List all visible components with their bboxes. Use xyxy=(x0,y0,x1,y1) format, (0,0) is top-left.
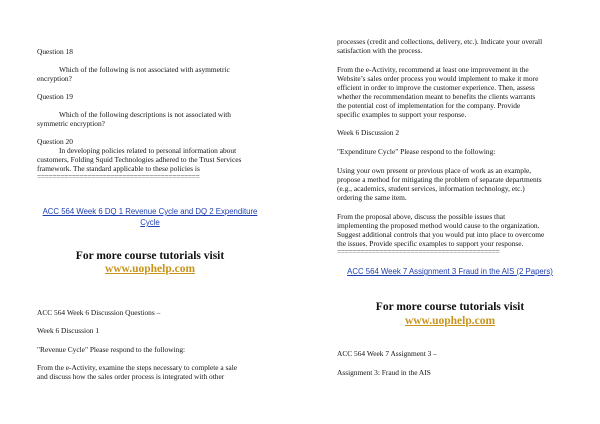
improvement-text-line-2: Website’s sales order process you would implement to make it more xyxy=(337,74,539,83)
question-18-text-line-2: encryption? xyxy=(37,74,72,83)
week6-dq-link-line-1[interactable]: ACC 564 Week 6 DQ 1 Revenue Cycle and DQ 2 Expenditure xyxy=(42,207,258,216)
improvement-text-line-4: whether the recommendation meant to benefits the clients warrants xyxy=(337,92,536,101)
separator-line: ========================================== xyxy=(337,247,500,256)
question-19-label: Question 19 xyxy=(37,92,73,101)
assignment-subtitle: Assignment 3: Fraud in the AIS xyxy=(337,368,431,377)
continued-text-line-1: processes (credit and collections, delivery, etc.). Indicate your overall xyxy=(337,37,543,46)
proposal-text-line-1: From the proposal above, discuss the possible issues that xyxy=(337,212,506,221)
right-page xyxy=(300,0,600,424)
improvement-text-line-5: the potential cost of implementation for the company. Provide xyxy=(337,101,521,110)
discussion-1-heading: Week 6 Discussion 1 xyxy=(37,326,100,335)
proposal-text-line-3: Suggest additional controls that you would put into place to overcome xyxy=(337,230,545,239)
expenditure-text-line-4: ordering the same item. xyxy=(337,193,407,202)
discussion-2-heading: Week 6 Discussion 2 xyxy=(337,128,400,137)
question-19-text-line-2: symmetric encryption? xyxy=(37,119,105,128)
discussion-questions-title: ACC 564 Week 6 Discussion Questions – xyxy=(37,308,161,317)
improvement-text-line-6: specific examples to support your response. xyxy=(337,110,467,119)
week6-dq-link-line-2[interactable]: Cycle xyxy=(140,218,160,227)
proposal-text-line-4: the issues. Provide specific examples to support your response. xyxy=(337,239,524,248)
expenditure-text-line-2: propose a method for mitigating the problem of separate departments xyxy=(337,175,542,184)
promo-url-link[interactable]: www.uophelp.com xyxy=(404,315,496,327)
separator-line: ========================================== xyxy=(37,172,200,181)
question-18-label: Question 18 xyxy=(37,47,73,56)
expenditure-text-line-3: (e.g., academics, student services, information technology, etc.) xyxy=(337,184,525,193)
revenue-cycle-prompt: "Revenue Cycle" Please respond to the following: xyxy=(37,345,186,354)
question-20-label: Question 20 xyxy=(37,137,73,146)
revenue-cycle-text-line-2: and discuss how the sales order process is integrated with other xyxy=(37,372,225,381)
expenditure-cycle-prompt: "Expenditure Cycle" Please respond to the following: xyxy=(337,147,496,156)
promo-url-link[interactable]: www.uophelp.com xyxy=(104,263,196,275)
improvement-text-line-1: From the e-Activity, recommend at least one improvement in the xyxy=(337,65,529,74)
question-20-text-line-1: In developing policies related to personal information about xyxy=(59,146,237,155)
expenditure-text-line-1: Using your own present or previous place of work as an example, xyxy=(337,166,532,175)
question-18-text-line-1: Which of the following is not associated with asymmetric xyxy=(59,65,230,74)
improvement-text-line-3: efficient in order to improve the customer experience. Then, assess xyxy=(337,83,535,92)
promo-heading: For more course tutorials visit xyxy=(375,301,525,313)
promo-heading: For more course tutorials visit xyxy=(75,250,225,262)
proposal-text-line-2: implementing the proposed method would cause to the organization. xyxy=(337,221,540,230)
question-20-text-line-2: customers, Folding Squid Technologies adhered to the Trust Services xyxy=(37,155,242,164)
question-20-text-line-3: framework. The standard applicable to these policies is xyxy=(37,164,200,173)
continued-text-line-2: satisfaction with the process. xyxy=(337,46,423,55)
assignment-title: ACC 564 Week 7 Assignment 3 – xyxy=(337,349,437,358)
revenue-cycle-text-line-1: From the e-Activity, examine the steps necessary to complete a sale xyxy=(37,363,238,372)
week7-assignment-link[interactable]: ACC 564 Week 7 Assignment 3 Fraud in the AIS (2 Papers) xyxy=(347,267,553,276)
question-19-text-line-1: Which of the following descriptions is not associated with xyxy=(59,110,232,119)
